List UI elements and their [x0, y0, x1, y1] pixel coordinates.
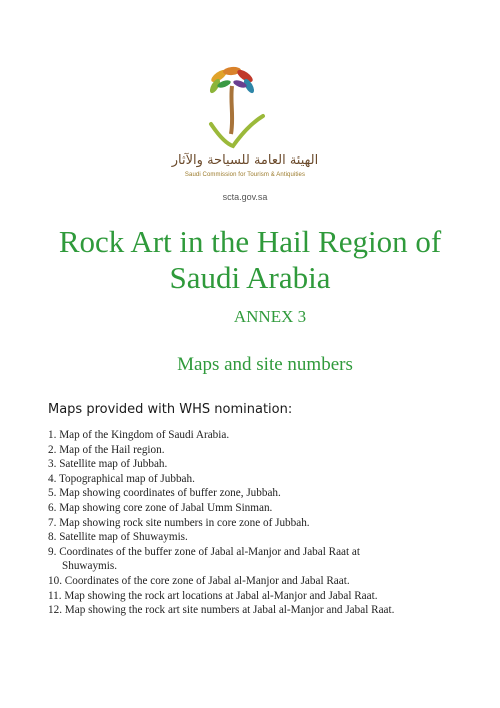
page-subtitle: Maps and site numbers — [177, 354, 353, 375]
logo-arabic-text: الهيئة العامة للسياحة والآثار — [171, 153, 319, 168]
title-line-1: Rock Art in the Hail Region of — [58, 224, 442, 259]
page-title — [20, 224, 480, 296]
list-item: 8. Satellite map of Shuwaymis. — [48, 531, 188, 544]
list-item: 7. Map showing rock site numbers in core zone of Jubbah. — [48, 516, 310, 529]
list-item: 11. Map showing the rock art locations at Jabal al-Manjor and Jabal Raat. — [48, 589, 378, 602]
list-item: 6. Map showing core zone of Jabal Umm Sinman. — [48, 501, 273, 514]
palm-tree-icon — [197, 62, 267, 150]
list-item: 4. Topographical map of Jubbah. — [48, 472, 195, 485]
logo-url-text: scta.gov.sa — [222, 192, 268, 202]
maps-heading: Maps provided with WHS nomination: — [48, 402, 293, 417]
list-item: 9. Coordinates of the buffer zone of Jabal al-Manjor and Jabal Raat at Shuwaymis. — [48, 545, 361, 573]
title-line-2: Saudi Arabia — [169, 260, 331, 295]
list-item: 3. Satellite map of Jubbah. — [48, 458, 168, 471]
annex-label: ANNEX 3 — [233, 307, 307, 326]
list-item: 12. Map showing the rock art site numbers at Jabal al-Manjor and Jabal Raat. — [48, 604, 395, 617]
list-item: 10. Coordinates of the core zone of Jabal al-Manjor and Jabal Raat. — [48, 574, 350, 587]
list-item: 2. Map of the Hail region. — [48, 443, 165, 456]
logo-english-text: Saudi Commission for Tourism & Antiquities — [184, 172, 306, 178]
scta-logo — [170, 62, 320, 212]
maps-list — [48, 428, 488, 618]
list-item: 1. Map of the Kingdom of Saudi Arabia. — [48, 429, 230, 441]
list-item: 5. Map showing coordinates of buffer zone, Jubbah. — [48, 487, 281, 500]
